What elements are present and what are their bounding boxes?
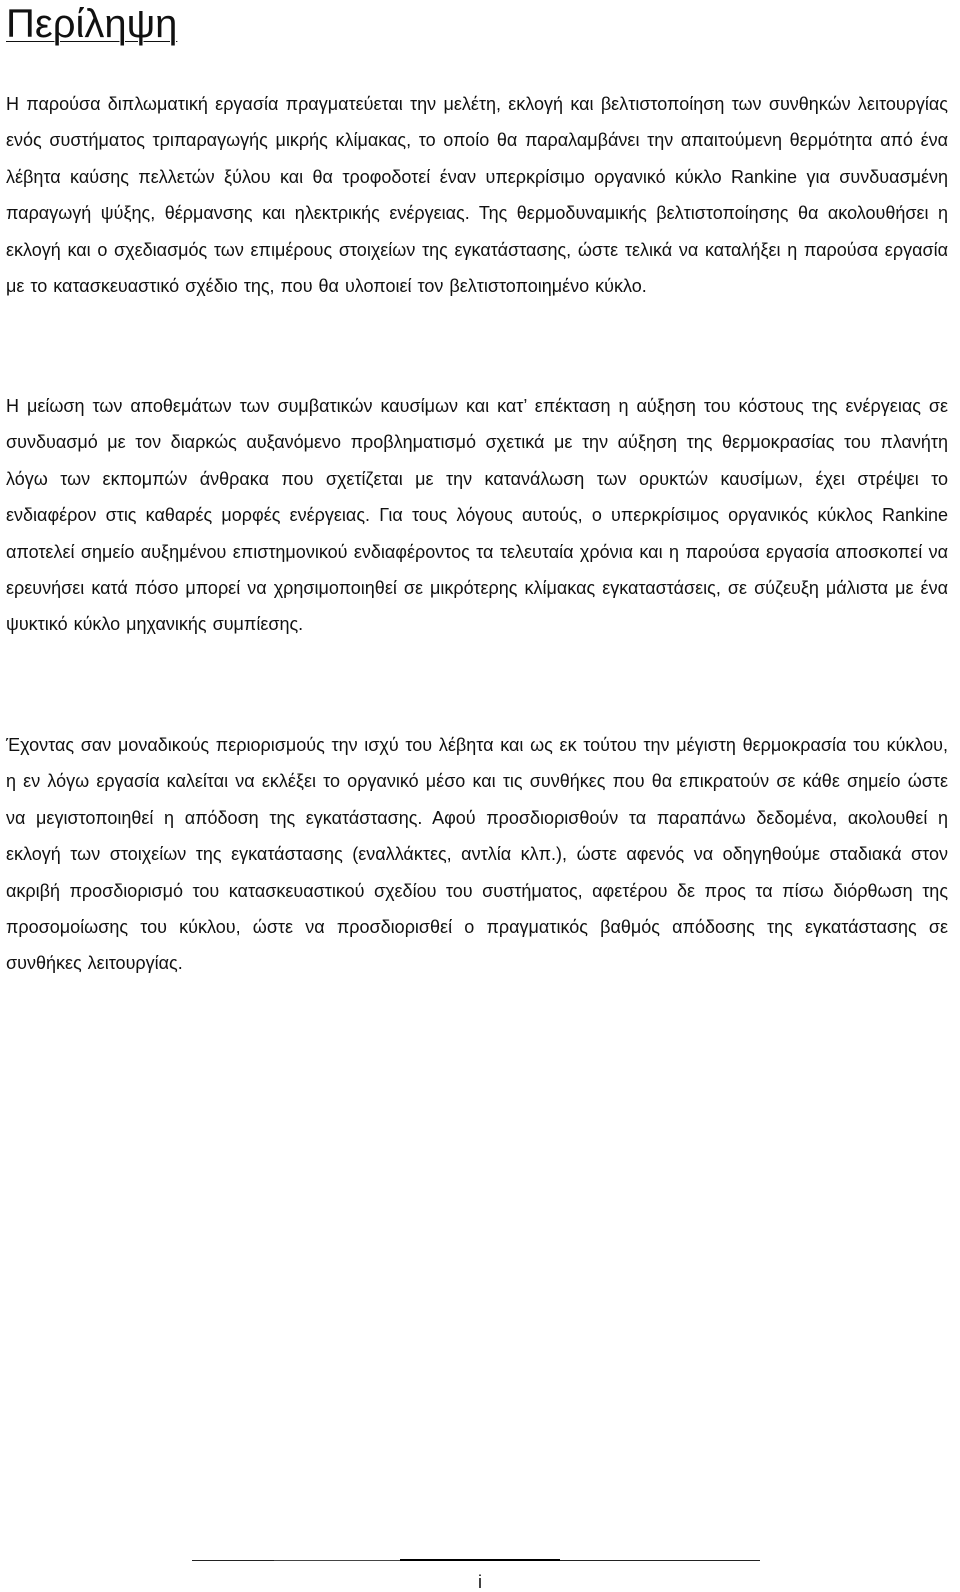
paragraph-2: Η μείωση των αποθεμάτων των συμβατικών καυσίμων και κατ’ επέκταση η αύξηση του κόστους της ενέργειας σε συνδυασμό με τον διαρκώς αυξανόμενο προβληματισμό σχετικά με την αύξηση της θερμοκρασίας του πλανήτη λόγω των εκπομπών άνθρακα που σχετίζεται με την κατανάλωση των ορυκτών καυσίμων, έχει στρέψει το ενδιαφέρον στις καθαρές μορφές ενέργειας. Για τους λόγους αυτούς, ο υπερκρίσιμος οργανικός κύκλος Rankine αποτελεί σημείο αυξημένου επιστημονικού ενδιαφέροντος τα τελευταία χρόνια και η παρούσα εργασία αποσκοπεί να ερευνήσει κατά πόσο μπορεί να χρησιμοποιηθεί σε μικρότερης κλίμακας εγκαταστάσεις, σε σύζευξη μάλιστα με ένα ψυκτικό κύκλο μηχανικής συμπίεσης.	[6, 396, 948, 635]
footer-divider-middle	[274, 1560, 400, 1561]
paragraph-3: Έχοντας σαν μοναδικούς περιορισμούς την ισχύ του λέβητα και ως εκ τούτου την μέγιστη θερμοκρασία του κύκλου, η εν λόγω εργασία καλείται να εκλέξει το οργανικό μέσο και τις συνθήκες που θα επικρατούν σε κάθε σημείο ώστε να μεγιστοποιηθεί η απόδοση της εγκατάστασης. Αφού προσδιορισθούν τα παραπάνω δεδομένα, ακολουθεί η εκλογή των στοιχείων της εγκατάστασης (εναλλάκτες, αντλία κλπ.), ώστε αφενός να οδηγηθούμε σταδιακά στον ακριβή προσδιορισμό του κατασκευαστικού σχεδίου του συστήματος, αφετέρου δε προς τα πίσω διόρθωση της προσομοίωσης του κύκλου, ώστε να προσδιορισθεί ο πραγματικός βαθμός απόδοσης της εγκατάστασης σε συνθήκες λειτουργίας.	[6, 735, 948, 974]
page-title: Περίληψη	[6, 2, 178, 46]
footer-divider-center	[400, 1559, 560, 1561]
page-number: i	[478, 1572, 482, 1592]
footer-divider-right	[560, 1560, 760, 1561]
footer-divider-left	[192, 1560, 274, 1561]
paragraph-1: Η παρούσα διπλωματική εργασία πραγματεύεται την μελέτη, εκλογή και βελτιστοποίηση των συνθηκών λειτουργίας ενός συστήματος τριπαραγωγής μικρής κλίμακας, το οποίο θα παραλαμβάνει την απαιτούμενη θερμότητα από ένα λέβητα καύσης πελλετών ξύλου και θα τροφοδοτεί έναν υπερκρίσιμο οργανικό κύκλο Rankine για συνδυασμένη παραγωγή ψύξης, θέρμανσης και ηλεκτρικής ενέργειας. Της θερμοδυναμικής βελτιστοποίησης θα ακολουθήσει η εκλογή και ο σχεδιασμός των επιμέρους στοιχείων της εγκατάστασης, ώστε τελικά να καταλήξει η παρούσα εργασία με το κατασκευαστικό σχέδιο της, που θα υλοποιεί τον βελτιστοποιημένο κύκλο.	[6, 94, 948, 297]
